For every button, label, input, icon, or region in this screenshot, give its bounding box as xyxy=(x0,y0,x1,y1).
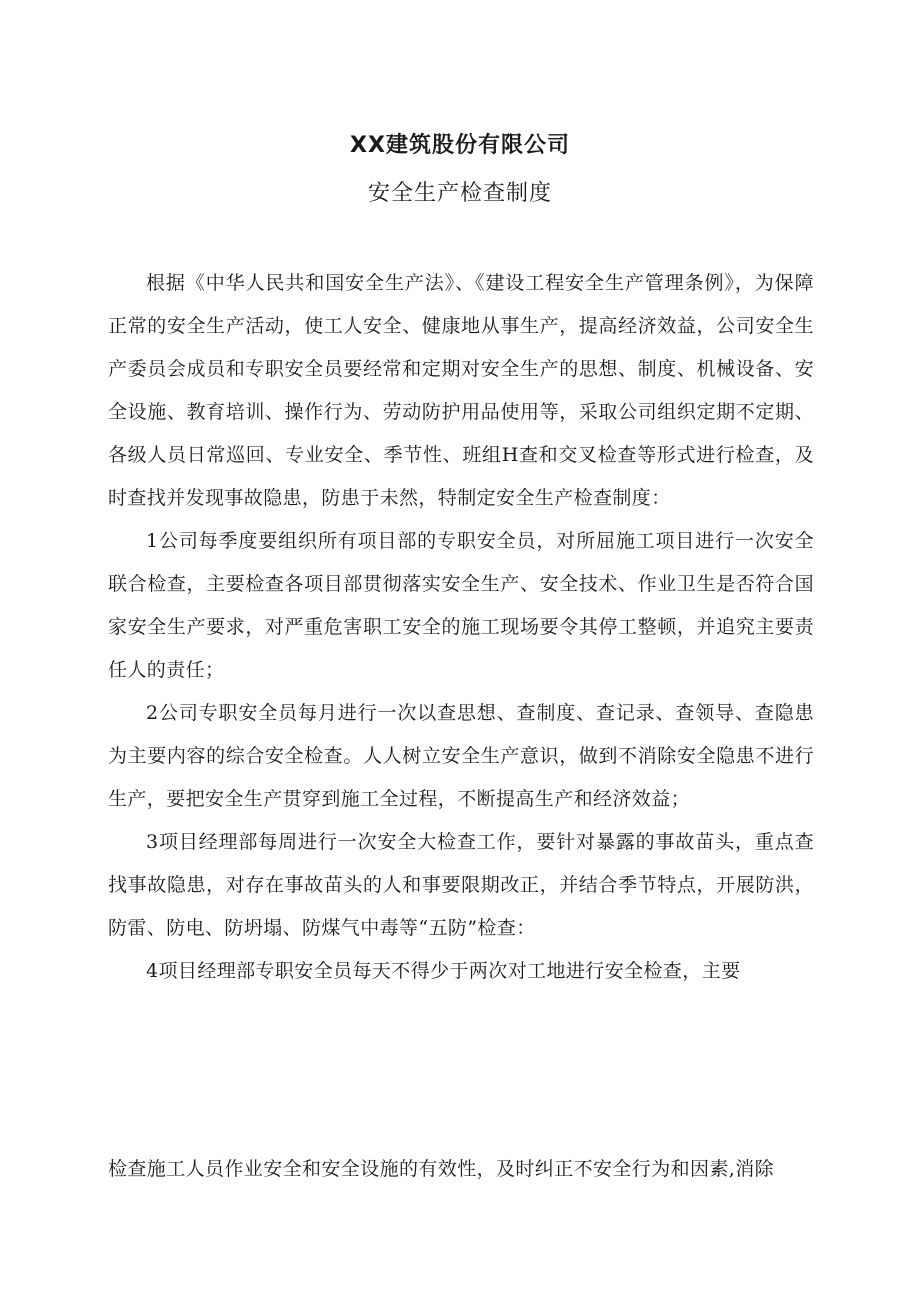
document-title: XX建筑股份有限公司 xyxy=(350,133,570,158)
paragraph-item-2: 2公司专职安全员每月进行一次以查思想、查制度、查记录、查领导、查隐患为主要内容的综合安全检查。人人树立安全生产意识，做到不消除安全隐患不进行生产，要把安全生产贯穿到施工全过程，不断提高生产和经济效益； xyxy=(108,702,814,810)
document-subtitle: 安全生产检查制度 xyxy=(367,181,552,206)
paragraph-item-4: 4项目经理部专职安全员每天不得少于两次对工地进行安全检查，主要 xyxy=(146,960,741,982)
paragraph-continuation: 检查施工人员作业安全和安全设施的有效性，及时纠正不安全行为和因素,消除 xyxy=(108,1158,775,1180)
document-body xyxy=(108,262,814,993)
paragraph-item-1: 1公司每季度要组织所有项目部的专职安全员，对所屈施工项目进行一次安全联合检查，主要检查各项目部贯彻落实安全生产、安全技术、作业卫生是否符合国家安全生产要求，对严重危害职工安全的施工现场要令其停工整顿，并追究主要责任人的责任； xyxy=(108,530,814,681)
paragraph-intro: 根据《中华人民共和国安全生产法》、《建设工程安全生产管理条例》，为保障正常的安全生产活动，使工人安全、健康地从事生产，提高经济效益，公司安全生产委员会成员和专职安全员要经常和定期对安全生产的思想、制度、机械设备、安全设施、教育培训、操作行为、劳动防护用品使用等，采取公司组织定期不定期、各级人员日常巡回、专业安全、季节性、班组H查和交叉检查等形式进行检查，及时查找并发现事故隐患，防患于未然，特制定安全生产检查制度： xyxy=(108,272,814,509)
paragraph-item-3: 3项目经理部每周进行一次安全大检查工作，要针对暴露的事故苗头，重点查找事故隐患，对存在事故苗头的人和事要限期改正，并结合季节特点，开展防洪，防雷、防电、防坍塌、防煤气中毒等“五防”检查： xyxy=(108,831,814,939)
